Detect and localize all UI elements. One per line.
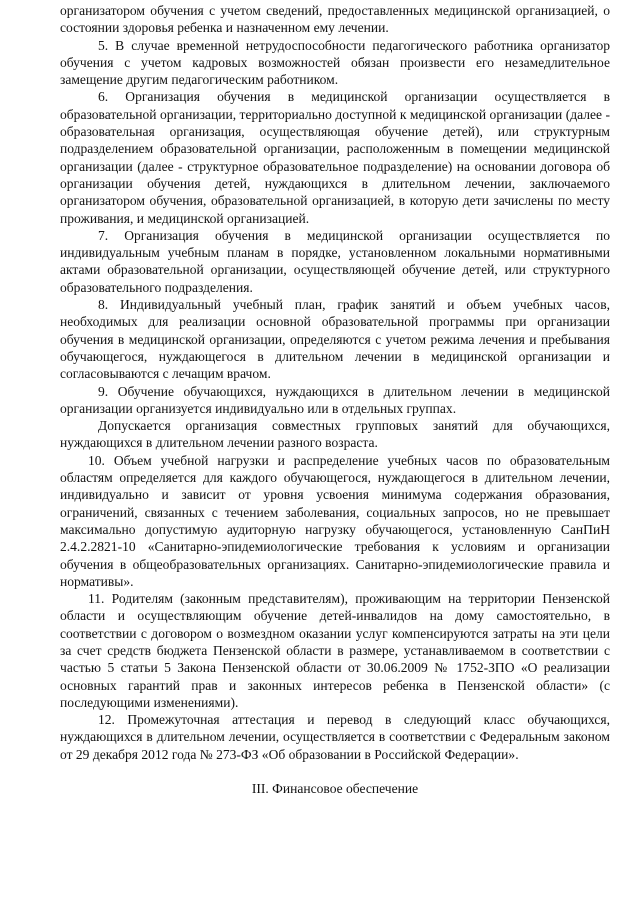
- paragraph-item-5: 5. В случае временной нетрудоспособности педагогического работника организатор обучения с учетом кадровых возможностей обязан произвести его незамедлительное замещение другим педагогическим работником.: [60, 37, 610, 88]
- paragraph-item-9: 9. Обучение обучающихся, нуждающихся в длительном лечении в медицинской организации организуется индивидуально или в отдельных группах.: [60, 383, 610, 416]
- paragraph-item-11: 11. Родителям (законным представителям), проживающим на территории Пензенской области и осуществляющим обучение детей-инвалидов на дому самостоятельно, в соответствии с договором о возмездном оказании услуг компенсируются затраты на эти цели за счет средств бюджета Пензенской области в размере, устанавливаемом в соответствии с частью 5 статьи 5 Закона Пензенской области от 30.06.2009 № 1752-ЗПО «О реализации основных гарантий прав и законных интересов ребенка в Пензенской области» (с последующими изменениями).: [60, 591, 610, 710]
- paragraph-item-6: 6. Организация обучения в медицинской организации осуществляется в образовательной организации, территориально доступной к медицинской организации (далее - образовательная организация, осуществляющая обучение детей), или структурным подразделением образовательной организации, расположенным в помещении медицинской организации (далее - структурное образовательное подразделение) на основании договора об организации обучения детей, нуждающихся в длительном лечении, заключаемого организатором обучения, образовательной организацией, в которую дети зачислены по месту проживания, и медицинской организацией.: [60, 89, 610, 226]
- document-page: [60, 2, 610, 797]
- paragraph-item-8: 8. Индивидуальный учебный план, график занятий и объем учебных часов, необходимых для реализации основной образовательной программы при организации обучения в медицинской организации, определяются с учетом режима лечения и пребывания обучающегося, нуждающегося в длительном лечении в медицинской организации и согласовываются с лечащим врачом.: [60, 297, 610, 382]
- paragraph-item-10: 10. Объем учебной нагрузки и распределение учебных часов по образовательным областям определяется для каждого обучающегося, нуждающегося в длительном лечении, индивидуально и зависит от уровня усвоения минимума содержания образования, ограничений, связанных с течением заболевания, социальных запросов, но не превышает максимально допустимую аудиторную нагрузку обучающегося, установленную СанПиН 2.4.2.2821-10 «Санитарно-эпидемиологические требования к условиям и организации обучения в общеобразовательных организациях. Санитарно-эпидемиологические правила и нормативы».: [60, 452, 610, 589]
- paragraph-item-12: 12. Промежуточная аттестация и перевод в следующий класс обучающихся, нуждающихся в длительном лечении, осуществляется в соответствии с Федеральным законом от 29 декабря 2012 года № 273-ФЗ «Об образовании в Российской Федерации».: [60, 712, 610, 762]
- paragraph-item-7: 7. Организация обучения в медицинской организации осуществляется по индивидуальным учебным планам в порядке, установленном локальными нормативными актами образовательной организации, осуществляющей обучение детей, или структурного образовательного подразделения.: [60, 227, 610, 295]
- paragraph-continuation: организатором обучения с учетом сведений, предоставленных медицинской организацией, о состоянии здоровья ребенка и назначенном ему лечении.: [60, 3, 610, 36]
- section-heading: III. Финансовое обеспечение: [251, 781, 419, 797]
- paragraph-item-9-note: Допускается организация совместных групповых занятий для обучающихся, нуждающихся в длительном лечении разного возраста.: [60, 418, 610, 451]
